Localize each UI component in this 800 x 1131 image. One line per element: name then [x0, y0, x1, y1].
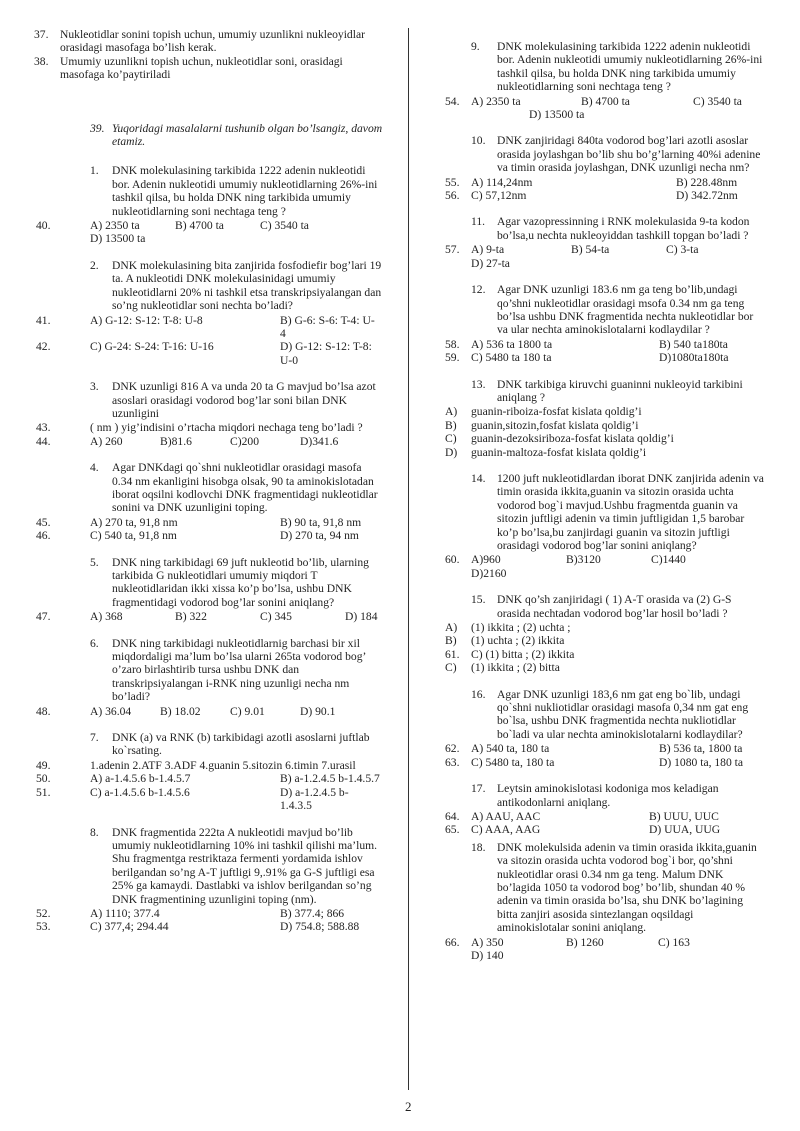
question-text: DNK fragmentida 222ta A nukleotidi mavjud bo’lib umumiy nukleotidlarning 10% ini tashkil qilishi ma’lum. Shu fragmentga restriktaza fermenti yordamida ishlov berilgandan so’ng A-T juftligi 9,.91% ga G-S juftligi esa 25% ga kamaydi. Dastlabki va ishlov berilgandan so’ng DNK fragmentining uzunligini toping (nm). [112, 825, 378, 906]
option-c: C) 345 [260, 610, 292, 624]
question-number: 4. [90, 461, 99, 475]
question-13 [445, 377, 766, 459]
option-d: D) 270 ta, 94 nm [280, 529, 359, 543]
option-b: B) 4700 ta [175, 219, 224, 233]
intro-note [34, 122, 384, 149]
question-number: 8. [90, 825, 99, 839]
question-number: 1. [90, 164, 99, 178]
question-number: 13. [471, 377, 486, 391]
option-letter: B) [445, 634, 457, 648]
option-d: D)341.6 [300, 434, 339, 448]
option-b: B) 1260 [566, 935, 604, 949]
option-number: 41. [36, 313, 51, 327]
option-number: 53. [36, 920, 51, 934]
item-number: 38. [34, 54, 49, 68]
question-9 [445, 40, 766, 122]
option-number: 62. [445, 742, 460, 756]
option-d: D) 1080 ta, 180 ta [659, 755, 744, 769]
question-text: DNK qo’sh zanjiridagi ( 1) A-T orasida va (2) G-S orasida nechtadan vodorod bog’lar hosil bo’ladi ? [497, 593, 732, 620]
question-text: Agar DNK uzunligi 183.6 nm ga teng bo’lib,undagi qo’shni nukleotidlar orasidagi msofa 0.34 nm ga teng bo’lsa ushbu DNK fragmentida nechta nukleotidlar bor va ular nechta aminokislotalarni kodlaydilar ? [497, 283, 754, 337]
option-number: 66. [445, 935, 460, 949]
option-a: A) 350 [471, 935, 504, 949]
intro-text: Yuqoridagi masalalarni tushunib olgan bo’lsangiz, davom etamiz. [112, 121, 383, 149]
question-text: DNK zanjiridagi 840ta vodorod bog’lari azotli asoslar orasida joylashgan bo’lib shu bo’g’larning 40%i adenine va timin orasida joylashgan, DNK uzunligi necha nm? [497, 134, 761, 175]
option-a: A) 270 ta, 91,8 nm [90, 515, 178, 529]
question-number: 12. [471, 283, 486, 297]
option-number: 47. [36, 610, 51, 624]
option-c: C) AAA, AAG [471, 823, 541, 837]
option-c: C) G-24: S-24: T-16: U-16 [90, 340, 214, 354]
question-number: 15. [471, 593, 486, 607]
option-number: 54. [445, 94, 460, 108]
question-3 [34, 380, 384, 448]
option-c: C) 377,4; 294.44 [90, 920, 169, 934]
option-d: D) UUA, UUG [649, 823, 721, 837]
option-c: C) 540 ta, 91,8 nm [90, 529, 177, 543]
option-a: (1) ikkita ; (2) uchta ; [471, 621, 571, 635]
question-text: DNK molekulasining tarkibida 1222 adenin nukleotidi bor. Adenin nukleotidi umumiy nukleotidlarning 26%-ini tashkil qilsa, bu holda DNK ning tarkibida umumiy nukleotidlarning soni nechtaga teng ? [497, 40, 763, 94]
option-d: D)1080ta180ta [659, 351, 729, 365]
question-6 [34, 637, 384, 718]
option-a: A)960 [471, 553, 501, 567]
option-a: A) 368 [90, 610, 123, 624]
option-c: C) a-1.4.5.6 b-1.4.5.6 [90, 785, 190, 799]
question-text: DNK molekulsida adenin va timin orasida ikkita,guanin va sitozin orasida uchta vodorod bog`i bor, qo’shni nukleotidlar orasi 0.34 nm ga teng. Malum DNK bo’lagida 1050 ta vodorod bog’ bo’lib, shundan 40 % adenin va timin orasida bo’lsa, shu DNK bo’lagining bitta zanjiri asosida sintezlangan oqsildagi aminokislotalar sonini aniqlang. [497, 840, 757, 935]
option-number: 65. [445, 823, 460, 837]
option-b: B) 322 [175, 610, 207, 624]
question-number: 16. [471, 687, 486, 701]
option-number: 42. [36, 340, 51, 354]
option-b: B) 18.02 [160, 704, 201, 718]
question-1 [34, 164, 384, 245]
option-b: guanin,sitozin,fosfat kislata qoldig’i [471, 418, 639, 432]
option-d: guanin-maltoza-fosfat kislata qoldig’i [471, 445, 647, 459]
question-2 [34, 259, 384, 367]
question-text: 1200 juft nukleotidlardan iborat DNK zanjirida adenin va timin orasida ikkita,guanin va sitozin orasida uchta vodorod bog`i mavjud.Ushbu fragmentda guanin va sitozin juftligi adenin va timin juftligidan 1,5 barobar ko’p bo’lsa,bu zanjirdagi guanin va sitozin juftligi orasidagi vodorod bog’lar sonini aniqlang? [497, 471, 764, 552]
option-b: B) 377.4; 866 [280, 906, 345, 920]
question-number: 18. [471, 840, 486, 854]
option-letter: C) [445, 661, 457, 675]
option-a: A) G-12: S-12: T-8: U-8 [90, 313, 203, 327]
option-d: D) 13500 ta [90, 232, 146, 246]
option-b: B) 540 ta180ta [659, 337, 728, 351]
question-text: Agar DNK uzunligi 183,6 nm gat eng bo`lib, undagi qo`shni nukliotidlar orasidagi masofa 0,34 nm gat eng bo`lsa, ushbu DNK fragmentida nechta nukliotidlar bo`ladi va ular nechta aminokislotalarni kodlaydilar? [497, 687, 749, 741]
question-number: 5. [90, 555, 99, 569]
option-number: 46. [36, 529, 51, 543]
option-number: 60. [445, 553, 460, 567]
option-b: (1) uchta ; (2) ikkita [471, 634, 565, 648]
question-8 [34, 826, 384, 934]
option-number: 64. [445, 809, 460, 823]
page-number: 2 [405, 1099, 412, 1114]
question-number: 17. [471, 782, 486, 796]
option-d: D) 342.72nm [676, 189, 738, 203]
option-b: B) 4700 ta [581, 94, 630, 108]
option-b: B) 536 ta, 1800 ta [659, 742, 743, 756]
option-letter: A) [445, 621, 458, 635]
option-d: D) G-12: S-12: T-8: U-0 [280, 340, 372, 367]
question-text: Agar vazopressinning i RNK molekulasida 9-ta kodon bo’lsa,u nechta nukleoyiddan tashkill topgan bo’ladi ? [497, 215, 750, 242]
option-d: D) a-1.2.4.5 b-1.4.3.5 [280, 785, 349, 813]
question-12 [445, 283, 766, 365]
column-divider [408, 28, 409, 1090]
option-number: 40. [36, 219, 51, 233]
item-text: Umumiy uzunlikni topish uchun, nukleotidlar soni, orasidagi masofaga ko’paytiriladi [60, 54, 343, 82]
option-d: D) 754.8; 588.88 [280, 920, 360, 934]
question-number: 6. [90, 636, 99, 650]
option-d: D) 27-ta [471, 256, 510, 270]
option-number: 58. [445, 337, 460, 351]
question-number: 9. [471, 40, 480, 53]
question-text: DNK ning tarkibidagi nukleotidlarnig barchasi bir xil miqdordaligi ma’lum bo’lsa ularni 265ta vodorod bog’ o’zaro birlashtirib tursa ushbu DNK dan transkripsiyalangan i-RNK ning uzunligi necha nm bo’ladi? [112, 636, 366, 704]
question-number: 7. [90, 731, 99, 745]
option-c: C) 3540 ta [693, 94, 742, 108]
option-c: C) (1) bitta ; (2) ikkita [471, 647, 575, 661]
question-18 [445, 840, 766, 963]
option-b: B) a-1.2.4.5 b-1.4.5.7 [280, 772, 380, 786]
option-c: guanin-dezoksiriboza-fosfat kislata qoldig’i [471, 432, 674, 446]
option-number: 61. [445, 647, 460, 661]
option-c: C) 3540 ta [260, 219, 309, 233]
option-number: 57. [445, 243, 460, 257]
option-b: B) 228.48nm [676, 175, 738, 189]
option-number: 55. [445, 175, 460, 189]
option-a: A) AAU, AAC [471, 809, 541, 823]
question-text: DNK uzunligi 816 A va unda 20 ta G mavjud bo’lsa azot asoslari orasidagi vodorod bog’lar soni bilan DNK uzunligini [112, 380, 376, 420]
question-number: 10. [471, 134, 486, 148]
question-number: 11. [471, 215, 486, 229]
option-d: D) 140 [471, 948, 504, 962]
question-text: DNK (a) va RNK (b) tarkibidagi azotli asoslarni juftlab ko`rsating. [112, 731, 370, 758]
option-c: C) 163 [658, 935, 690, 949]
option-a: guanin-riboiza-fosfat kislata qoldig’i [471, 405, 642, 419]
question-7 [34, 731, 384, 812]
option-a: A) a-1.4.5.6 b-1.4.5.7 [90, 772, 191, 786]
answer-key-list: 1.adenin 2.ATF 3.ADF 4.guanin 5.sitozin 6.timin 7.urasil [90, 758, 356, 772]
option-c: C) 9.01 [230, 704, 265, 718]
item-number: 37. [34, 28, 49, 41]
option-number: 45. [36, 515, 51, 529]
question-text: DNK molekulasining bita zanjirida fosfodiefir bog’lari 19 ta. A nukleotidi DNK molekulasinidagi umumiy nukleotidlarni 20% ni tashkil etsa transkripsiyalangan dan so’ng nukleotidlar soni nechta bo’ladi? [112, 258, 382, 313]
option-c: C)1440 [651, 553, 686, 567]
option-d: (1) ikkita ; (2) bitta [471, 661, 560, 675]
option-a: A) 2350 ta [471, 94, 521, 108]
option-letter: A) [445, 405, 458, 419]
question-17 [445, 782, 766, 837]
option-number: 59. [445, 351, 460, 365]
question-16 [445, 687, 766, 769]
option-number: 56. [445, 189, 460, 203]
option-c: C) 5480 ta, 180 ta [471, 755, 555, 769]
option-c: C) 3-ta [666, 243, 699, 257]
question-text: Agar DNKdagi qo`shni nukleotidlar orasidagi masofa 0.34 nm ekanligini hisobga olsak, 90 ta aminokislotadan iborat oqsilni kodlovchi DNK fragmentidagi nukleotidlar sonini va DNK uzunligini toping. [112, 461, 378, 515]
question-15 [445, 593, 766, 675]
list-item [34, 55, 384, 82]
option-b: B) G-6: S-6: T-4: U-4 [280, 313, 375, 340]
option-b: B) 90 ta, 91,8 nm [280, 515, 362, 529]
option-c: C) 5480 ta 180 ta [471, 351, 552, 365]
question-11 [445, 215, 766, 270]
option-a: A) 114,24nm [471, 175, 533, 189]
question-10 [445, 134, 766, 203]
option-b: B) 54-ta [571, 243, 610, 257]
option-b: B)81.6 [160, 434, 192, 448]
option-letter: D) [445, 445, 458, 459]
intro-number: 39. [90, 121, 105, 135]
option-d: D)2160 [471, 566, 507, 580]
question-5 [34, 556, 384, 624]
question-number: 14. [471, 471, 486, 485]
option-number: 49. [36, 758, 51, 772]
option-a: A) 260 [90, 434, 123, 448]
option-d: D) 90.1 [300, 704, 336, 718]
option-c: C)200 [230, 434, 259, 448]
option-number: 52. [36, 906, 51, 920]
question-text: DNK molekulasining tarkibida 1222 adenin nukleotidi bor. Adenin nukleotidi umumiy nukleotidlarning 26%-ini tashkil qilsa, bu holda DNK ning tarkibida umumiy nukleotidlarning soni nechtaga teng ? [112, 164, 378, 218]
question-text: DNK tarkibiga kiruvchi guaninni nukleoyid tarkibini aniqlang ? [497, 377, 743, 404]
option-a: A) 36.04 [90, 704, 132, 718]
option-b: B) UUU, UUC [649, 809, 719, 823]
question-text-continued: ( nm ) yig’indisini o’rtacha miqdori nechaga teng bo’ladi ? [90, 421, 363, 435]
option-d: D) 184 [345, 610, 378, 624]
question-14 [445, 471, 766, 580]
item-text: Nukleotidlar sonini topish uchun, umumiy uzunlikni nukleoyidlar orasidagi masofaga bo’lish kerak. [60, 28, 365, 55]
option-a: A) 9-ta [471, 243, 505, 257]
list-item [34, 28, 384, 55]
question-text: DNK ning tarkibidagi 69 juft nukleotid bo’lib, ularning tarkibida G nukleotidlari umumiy miqdori T nukleotidlaridan ikki xissa ko’p bo’lsa, ushbu DNK fragmentidagi vodorod bog’lar sonini aniqlang? [112, 555, 369, 609]
option-number: 51. [36, 785, 51, 799]
question-text: Leytsin aminokislotasi kodoniga mos keladigan antikodonlarni aniqlang. [497, 782, 719, 809]
option-letter: C) [445, 432, 457, 446]
option-letter: B) [445, 418, 457, 432]
option-a: A) 2350 ta [90, 219, 140, 233]
option-number: 63. [445, 755, 460, 769]
option-number: 50. [36, 772, 51, 786]
option-number: 48. [36, 704, 51, 718]
option-a: A) 536 ta 1800 ta [471, 337, 553, 351]
option-number: 43. [36, 421, 51, 435]
option-c: C) 57,12nm [471, 189, 527, 203]
option-a: A) 540 ta, 180 ta [471, 742, 550, 756]
question-number: 2. [90, 258, 99, 272]
option-b: B)3120 [566, 553, 601, 567]
right-column [445, 40, 766, 975]
option-number: 44. [36, 434, 51, 448]
option-d: D) 13500 ta [529, 108, 585, 122]
question-4 [34, 461, 384, 542]
question-number: 3. [90, 380, 99, 394]
left-column [34, 28, 384, 947]
option-a: A) 1110; 377.4 [90, 906, 160, 920]
